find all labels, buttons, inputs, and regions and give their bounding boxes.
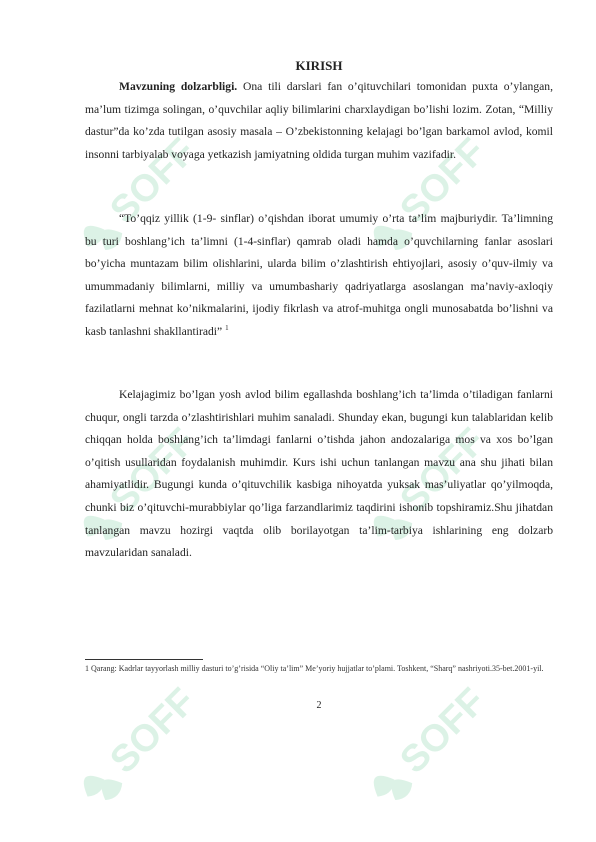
paragraph-text: Ona tili darslari fan o’qituvchilari tomonidan puxta o’ylangan, ma’lum tizimga solingan, o’quvchilar aqliy bilimlarini charxlaydigan bo’lishi lozim. Zotan, “Milliy dastur”da ko’zda tutilgan asosiy masala – O’zbekistonning kelajagi bo’lgan barkamol avlod, komil insonni tarbiyalab voyaga yetkazish jamiyatning oldida turgan muhim vazifadir. <box>85 80 553 161</box>
paragraph-lead: Mavzuning dolzarbligi. <box>119 80 238 93</box>
paragraph-text: “To’qqiz yillik (1-9- sinflar) o’qishdan iborat umumiy o’rta ta’lim majburiydir. Ta’limning bu turi boshlang’ich ta’limni (1-4-sinflar) qamrab oladi hamda o’quvchilarning fanlar asoslari bo’yicha muntazam bilim olishlarini, ularda bilim o’zlashtirish ehtiyojlari, asosiy o’quv-ilmiy va umummadaniy bilimlarni, milliy va umumbashariy qadriyatlarga asoslangan ma’naviy-axloqiy fazilatlarni mehnat ko’nikmalarini, ijodiy fikrlash va atrof-muhitga ongli munosabatda bo’lishni va kasb tanlashni shakllantiradi” <box>85 212 553 338</box>
footnote-text: 1 Qarang: Kadrlar tayyorlash milliy dasturi to’g’risida “Oliy ta’lim” Me’yoriy hujjatlar to’plami. Toshkent, “Sharq” nashriyoti.35-bet.2001-yil. <box>85 664 544 673</box>
footnote-divider <box>85 659 203 660</box>
svg-text:SOFF: SOFF <box>102 680 204 782</box>
paragraph-relevance <box>85 76 553 166</box>
soff-watermark-logo <box>330 680 510 800</box>
svg-text:SOFF: SOFF <box>102 420 204 522</box>
svg-text:SOFF: SOFF <box>392 420 494 522</box>
paragraph-future <box>85 384 553 565</box>
paragraph-text: Kelajagimiz bo’lgan yosh avlod bilim egallashda boshlang’ich ta’limda o’tiladigan fanlarni chuqur, ongli tarzda o’zlashtirishlari muhim sanaladi. Shunday ekan, bugungi kun talablaridan kelib chiqqan holda boshlang’ich ta’limdagi fanlarni o’tishda jahon andozalariga mos va xos bo’lgan o’qitish usullaridan foydalanish muhimdir. Kurs ishi uchun tanlangan mavzu ana shu jihati bilan ahamiyatlidir. Bugungi kunda o’qituvchilik kasbiga nihoyatda yuksak mas’uliyatlar qo’yilmoqda, chunki biz o’qituvchi-murabbiylar qo’liga farzandlarimiz taqdirini ishonib topshiramiz.Shu jihatdan tanlangan mavzu hozirgi vaqtda olib borilayotgan ta’lim-tarbiya ishlarining eng dolzarb mavzularidan sanaladi. <box>85 388 553 560</box>
page-number: 2 <box>316 700 322 711</box>
svg-text:SOFF: SOFF <box>392 130 494 232</box>
svg-text:SOFF: SOFF <box>102 130 204 232</box>
paragraph-quote <box>85 208 553 344</box>
soff-watermark-logo <box>40 680 220 800</box>
section-title: KIRISH <box>295 58 343 73</box>
footnote-reference[interactable]: 1 <box>225 324 229 333</box>
svg-text:SOFF: SOFF <box>392 680 494 782</box>
